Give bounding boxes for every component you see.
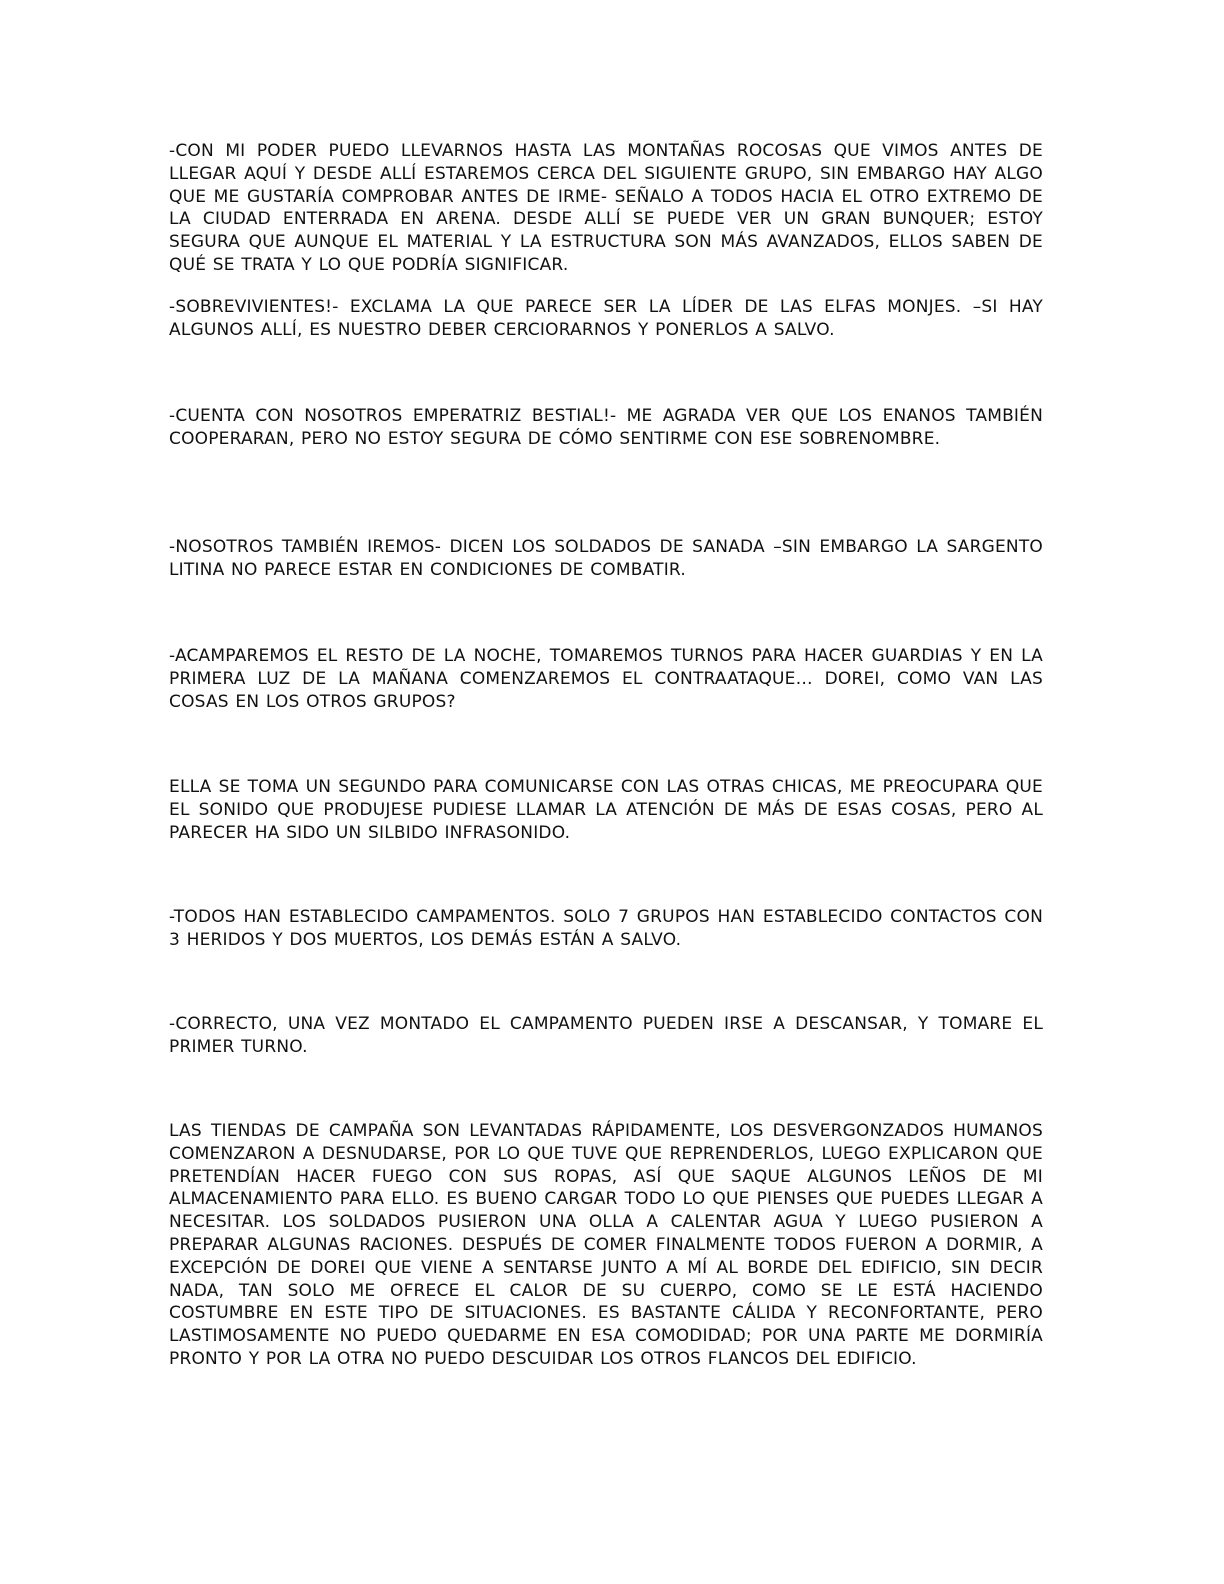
paragraph-2: -SOBREVIVIENTES!- EXCLAMA LA QUE PARECE SER LA LÍDER DE LAS ELFAS MONJES. –SI HAY ALGUNOS ALLÍ, ES NUESTRO DEBER CERCIORARNOS Y PONERLOS A SALVO.	[169, 297, 1043, 340]
paragraph-6: ELLA SE TOMA UN SEGUNDO PARA COMUNICARSE CON LAS OTRAS CHICAS, ME PREOCUPARA QUE EL SONIDO QUE PRODUJESE PUDIESE LLAMAR LA ATENCIÓN DE MÁS DE ESAS COSAS, PERO AL PARECER HA SIDO UN SILBIDO INFRASONIDO.	[169, 777, 1043, 843]
paragraph-9: LAS TIENDAS DE CAMPAÑA SON LEVANTADAS RÁPIDAMENTE, LOS DESVERGONZADOS HUMANOS COMENZARON A DESNUDARSE, POR LO QUE TUVE QUE REPRENDERLOS, LUEGO EXPLICARON QUE PRETENDÍAN HACER FUEGO CON SUS ROPAS, ASÍ QUE SAQUE ALGUNOS LEÑOS DE MI ALMACENAMIENTO PARA ELLO. ES BUENO CARGAR TODO LO QUE PIENSES QUE PUEDES LLEGAR A NECESITAR. LOS SOLDADOS PUSIERON UNA OLLA A CALENTAR AGUA Y LUEGO PUSIERON A PREPARAR ALGUNAS RACIONES. DESPUÉS DE COMER FINALMENTE TODOS FUERON A DORMIR, A EXCEPCIÓN DE DOREI QUE VIENE A SENTARSE JUNTO A MÍ AL BORDE DEL EDIFICIO, SIN DECIR NADA, TAN SOLO ME OFRECE EL CALOR DE SU CUERPO, COMO SE LE ESTÁ HACIENDO COSTUMBRE EN ESTE TIPO DE SITUACIONES. ES BASTANTE CÁLIDA Y RECONFORTANTE, PERO LASTIMOSAMENTE NO PUEDO QUEDARME EN ESA COMODIDAD; POR UNA PARTE ME DORMIRÍA PRONTO Y POR LA OTRA NO PUEDO DESCUIDAR LOS OTROS FLANCOS DEL EDIFICIO.	[169, 1121, 1043, 1369]
paragraph-1: -CON MI PODER PUEDO LLEVARNOS HASTA LAS MONTAÑAS ROCOSAS QUE VIMOS ANTES DE LLEGAR AQUÍ Y DESDE ALLÍ ESTAREMOS CERCA DEL SIGUIENTE GRUPO, SIN EMBARGO HAY ALGO QUE ME GUSTARÍA COMPROBAR ANTES DE IRME- SEÑALO A TODOS HACIA EL OTRO EXTREMO DE LA CIUDAD ENTERRADA EN ARENA. DESDE ALLÍ SE PUEDE VER UN GRAN BUNQUER; ESTOY SEGURA QUE AUNQUE EL MATERIAL Y LA ESTRUCTURA SON MÁS AVANZADOS, ELLOS SABEN DE QUÉ SE TRATA Y LO QUE PODRÍA SIGNIFICAR.	[169, 141, 1043, 275]
paragraph-3: -CUENTA CON NOSOTROS EMPERATRIZ BESTIAL!- ME AGRADA VER QUE LOS ENANOS TAMBIÉN COOPERARAN, PERO NO ESTOY SEGURA DE CÓMO SENTIRME CON ESE SOBRENOMBRE.	[169, 406, 1043, 449]
paragraph-4: -NOSOTROS TAMBIÉN IREMOS- DICEN LOS SOLDADOS DE SANADA –SIN EMBARGO LA SARGENTO LITINA NO PARECE ESTAR EN CONDICIONES DE COMBATIR.	[169, 537, 1043, 580]
paragraph-5: -ACAMPAREMOS EL RESTO DE LA NOCHE, TOMAREMOS TURNOS PARA HACER GUARDIAS Y EN LA PRIMERA LUZ DE LA MAÑANA COMENZAREMOS EL CONTRAATAQUE… DOREI, COMO VAN LAS COSAS EN LOS OTROS GRUPOS?	[169, 646, 1043, 712]
paragraph-8: -CORRECTO, UNA VEZ MONTADO EL CAMPAMENTO PUEDEN IRSE A DESCANSAR, Y TOMARE EL PRIMER TURNO.	[169, 1014, 1043, 1057]
paragraph-7: -TODOS HAN ESTABLECIDO CAMPAMENTOS. SOLO 7 GRUPOS HAN ESTABLECIDO CONTACTOS CON 3 HERIDOS Y DOS MUERTOS, LOS DEMÁS ESTÁN A SALVO.	[169, 907, 1043, 950]
